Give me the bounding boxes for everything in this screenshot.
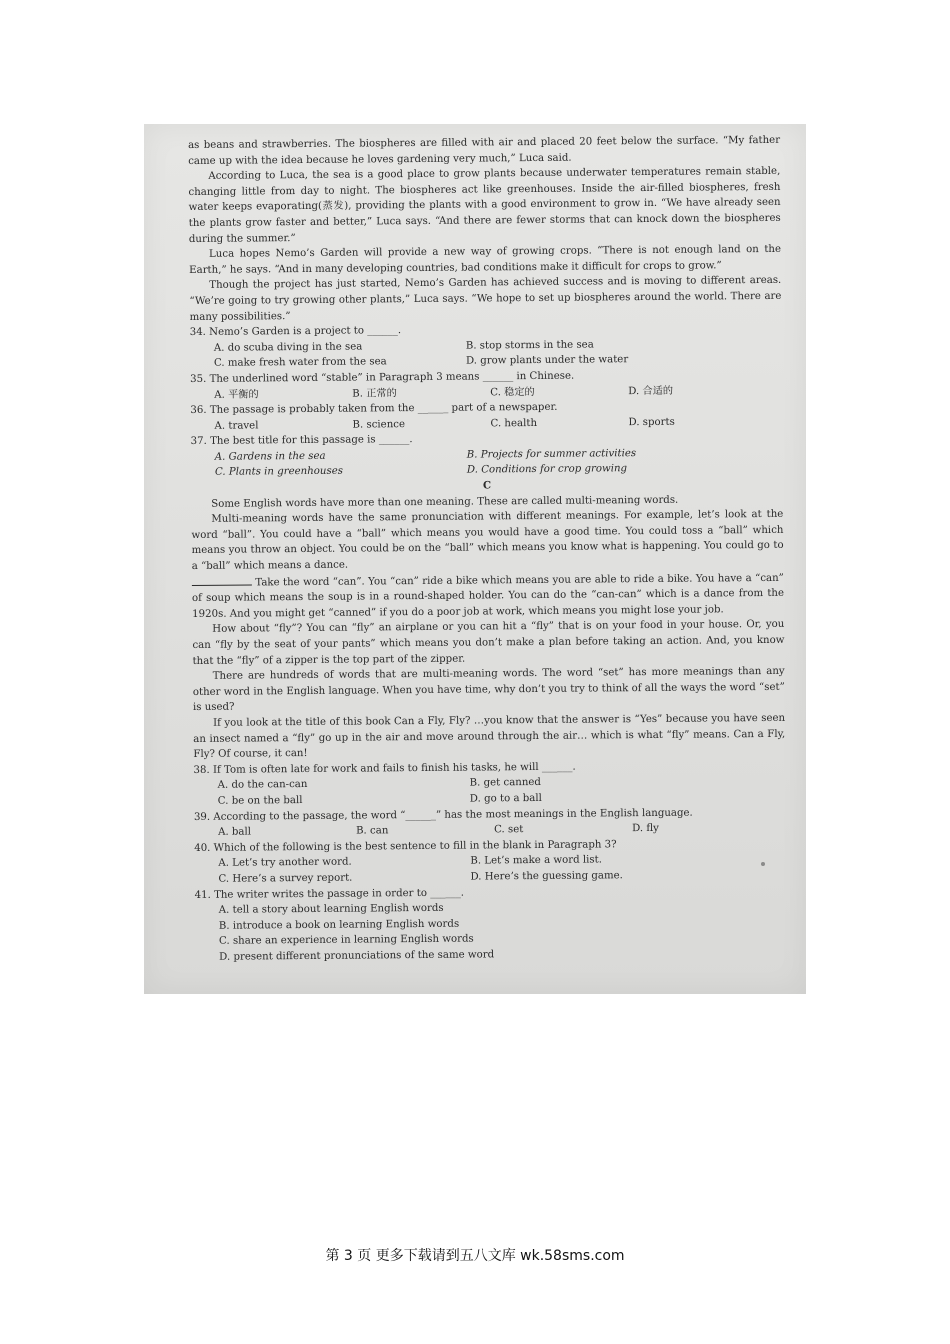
question-stem: 41. The writer writes the passage in order to ______. <box>194 887 465 901</box>
passage-b-paragraph: Though the project has just started, Nemo’s Garden has achieved success and is moving to different areas. “We’re going to try growing other plants,” Luca says. “We hope to set up biospheres around the world. There are many possibilities.” <box>189 275 782 323</box>
question-38 <box>193 758 785 810</box>
option-c: C. be on the ball <box>217 794 303 807</box>
question-stem: 40. Which of the following is the best sentence to fill in the blank in Paragraph 3? <box>194 839 617 854</box>
passage-b-paragraph: According to Luca, the sea is a good place to grow plants because underwater temperatures remain stable, changing little from day to night. The biospheres act like greenhouses. Inside the air-filled biospheres, fresh water keeps evaporating(蒸发), providing the plants with a good environment to grow in. “We have already seen the plants grow faster and better,” Luca says. “And there are fewer storms that can knock down the biospheres during the summer.” <box>188 166 781 245</box>
option-d: D. sports <box>628 416 675 428</box>
option-d: D. grow plants under the water <box>465 354 629 367</box>
option-a: A. ball <box>218 826 252 838</box>
option-b: B. introduce a book on learning English words <box>218 918 460 932</box>
option-a: A. Let’s try another word. <box>218 856 352 870</box>
option-c: C. Plants in greenhouses <box>214 466 343 479</box>
option-b: B. science <box>352 418 406 431</box>
passage-b-paragraph: Luca hopes Nemo’s Garden will provide a new way of growing crops. “There is not enough land on the Earth,” he says. “And in many developing countries, bad conditions make it difficult for crops to grow.” <box>189 243 782 276</box>
scanned-exam-photo <box>144 124 806 994</box>
question-stem: 39. According to the passage, the word “______” has the most meanings in the English language. <box>193 807 693 823</box>
passage-c-paragraph <box>192 569 784 622</box>
option-c: C. set <box>494 824 524 836</box>
option-d: D. present different pronunciations of the same word <box>219 949 495 963</box>
question-stem: 38. If Tom is often late for work and fails to finish his tasks, he will ______. <box>193 761 576 776</box>
question-37 <box>191 429 783 481</box>
option-b: B. Projects for summer activities <box>466 447 637 461</box>
option-d: D. Here’s the guessing game. <box>470 870 623 883</box>
section-heading: C <box>482 479 492 492</box>
option-b: B. can <box>356 825 389 837</box>
option-b: B. get canned <box>469 777 542 789</box>
question-40 <box>194 836 786 888</box>
option-d: D. fly <box>631 823 659 835</box>
option-b: B. Let’s make a word list. <box>470 854 602 867</box>
option-a: A. do scuba diving in the sea <box>213 341 363 354</box>
question-34 <box>190 320 782 372</box>
question-35 <box>190 367 782 403</box>
passage-b-paragraph: as beans and strawberries. The biospheres are filled with air and placed 20 feet below the surface. “My father came up with the idea because he loves gardening very much,” Luca said. <box>188 134 781 167</box>
option-c: C. share an experience in learning English words <box>218 933 474 948</box>
question-stem: 35. The underlined word “stable” in Paragraph 3 means ______ in Chinese. <box>190 370 575 385</box>
question-stem: 37. The best title for this passage is ______. <box>190 434 413 448</box>
paragraph-text: Take the word “can”. You “can” ride a bike which means you are able to ride a bike. You have a “can” of soup which means the soup is in a round-shaped holder. You can do the “can-can” which is a dance from the 1920s. And you might get “canned” if you do a poor job at work, which means you might lose your job. <box>191 572 785 620</box>
passage-c-paragraph: Some English words have more than one meaning. These are called multi-meaning words. <box>211 494 679 510</box>
question-39 <box>194 804 786 840</box>
question-41 <box>195 882 788 965</box>
page-footer: 第 3 页 更多下载请到五八文库 wk.58sms.com <box>325 1248 625 1264</box>
option-c: C. health <box>490 417 538 430</box>
option-b: B. 正常的 <box>352 387 397 400</box>
option-d: D. go to a ball <box>469 792 542 805</box>
pencil-mark <box>761 862 765 866</box>
option-d: D. Conditions for crop growing <box>466 463 628 477</box>
option-c: C. 稳定的 <box>490 386 535 398</box>
option-b: B. stop storms in the sea <box>465 339 594 352</box>
passage-c-paragraph: If you look at the title of this book Can a Fly, Fly? …you know that the answer is “Yes” because you have seen an insect named a “fly” go up in the air and move around through the air… which is what “fly” means. Can a Fly, Fly? Of course, it can! <box>193 712 786 761</box>
option-a: A. 平衡的 <box>214 388 259 401</box>
option-a: A. Gardens in the sea <box>214 450 326 463</box>
question-stem: 34. Nemo’s Garden is a project to ______. <box>189 325 402 339</box>
option-d: D. 合适的 <box>628 385 674 397</box>
option-c: C. Here’s a survey report. <box>218 872 353 885</box>
option-c: C. make fresh water from the sea <box>213 356 387 370</box>
exam-text <box>188 133 787 966</box>
option-a: A. do the can-can <box>217 779 308 792</box>
question-36 <box>190 398 782 434</box>
passage-c-paragraph: There are hundreds of words that are multi-meaning words. The word “set” has more meanings than any other word in the English language. When you have time, why don’t you try to think of all the ways the word “set” is used? <box>192 666 785 714</box>
fill-blank <box>192 574 252 586</box>
passage-c-paragraph: Multi-meaning words have the same pronunciation with different meanings. For example, let’s look at the word “ball”. You could have a “ball” which means you would have a good time. You could toss a “ball” which means you throw an object. You could be on the “ball” which means you know what is happening. You could go to a “ball” which means a dance. <box>191 509 784 573</box>
question-stem: 36. The passage is probably taken from the ______ part of a newspaper. <box>190 401 558 417</box>
option-a: A. tell a story about learning English words <box>218 902 444 916</box>
passage-c-paragraph: How about “fly”? You can “fly” an airplane or you can hit a “fly” that is on your food in your house. Or, you can “fly by the seat of your pants” which means you don’t make a plan before taking an action. And, you know that the “fly” of a zipper is the top part of the zipper. <box>192 619 785 667</box>
option-a: A. travel <box>214 420 259 432</box>
